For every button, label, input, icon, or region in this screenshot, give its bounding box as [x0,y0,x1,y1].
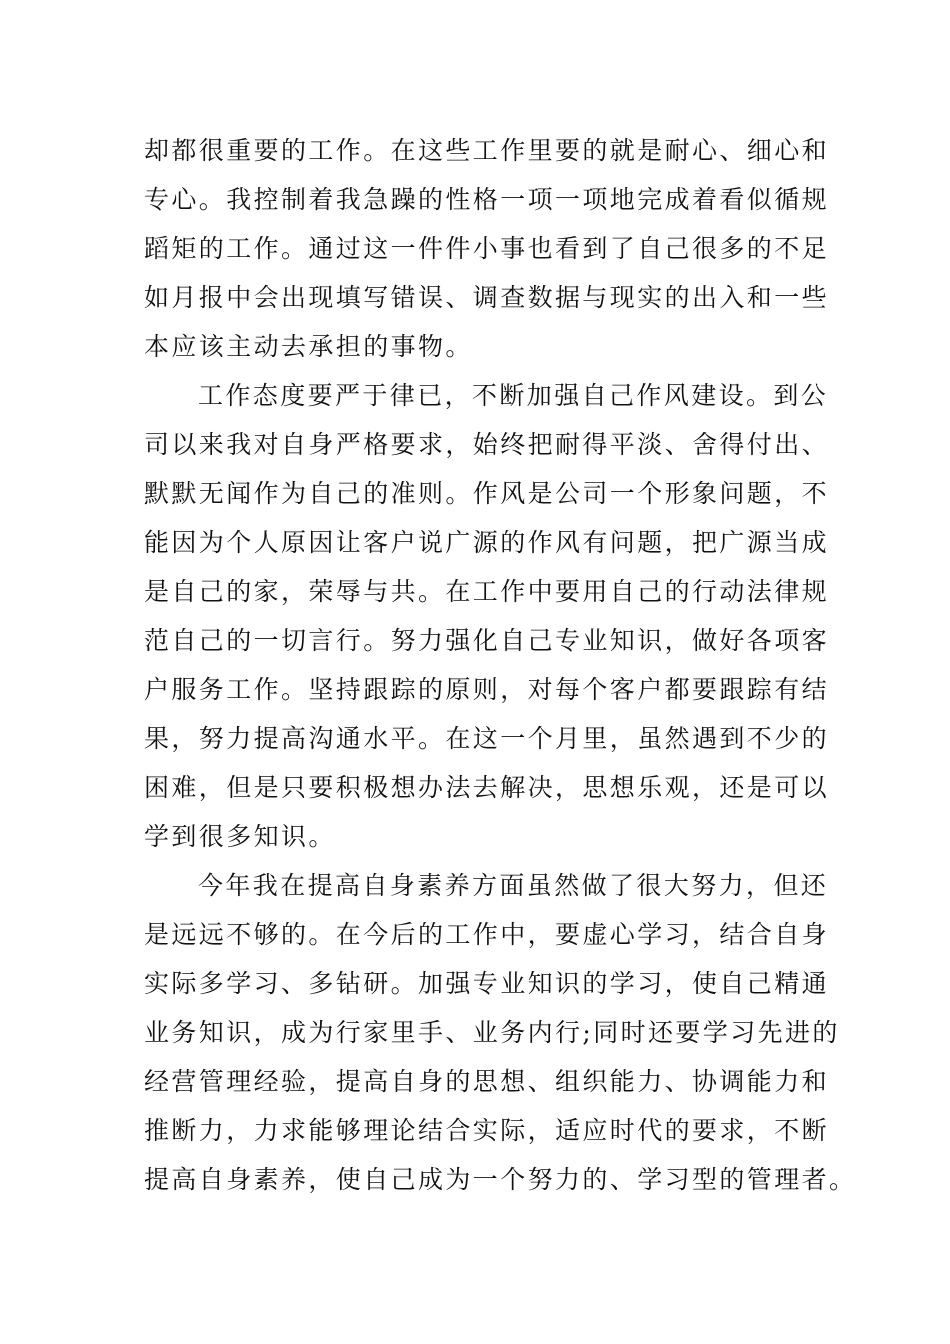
paragraph-line: 蹈矩的工作。通过这一件件小事也看到了自己很多的不足 [144,234,830,263]
paragraph-line: 如月报中会出现填写错误、调查数据与现实的出入和一些 [144,283,830,312]
paragraph-line: 实际多学习、多钻研。加强专业知识的学习，使自己精通 [144,969,830,998]
paragraph-line: 司以来我对自身严格要求，始终把耐得平淡、舍得付出、 [144,430,830,459]
paragraph-line: 户服务工作。坚持跟踪的原则，对每个客户都要跟踪有结 [144,675,830,704]
paragraph-line: 却都很重要的工作。在这些工作里要的就是耐心、细心和 [144,136,830,165]
paragraph-line: 工作态度要严于律已，不断加强自己作风建设。到公 [198,381,829,410]
paragraph-line: 专心。我控制着我急躁的性格一项一项地完成着看似循规 [144,185,830,214]
paragraph-3 [144,861,857,1204]
paragraph-line: 是自己的家，荣辱与共。在工作中要用自己的行动法律规 [144,577,830,606]
paragraph-line: 业务知识，成为行家里手、业务内行;同时还要学习先进的 [144,1018,840,1047]
paragraph-line: 默默无闻作为自己的准则。作风是公司一个形象问题，不 [144,479,830,508]
paragraph-line: 果，努力提高沟通水平。在这一个月里，虽然遇到不少的 [144,724,830,753]
paragraph-line: 是远远不够的。在今后的工作中，要虚心学习，结合自身 [144,920,830,949]
paragraph-line: 今年我在提高自身素养方面虽然做了很大努力，但还 [198,871,829,900]
paragraph-line: 本应该主动去承担的事物。 [144,332,473,361]
paragraph-line: 学到很多知识。 [144,822,336,851]
paragraph-line: 困难，但是只要积极想办法去解决，思想乐观，还是可以 [144,773,830,802]
paragraph-2 [144,371,830,861]
paragraph-1 [144,126,830,371]
paragraph-line: 推断力，力求能够理论结合实际，适应时代的要求，不断 [144,1116,830,1145]
document-body [144,126,857,1204]
paragraph-line: 经营管理经验，提高自身的思想、组织能力、协调能力和 [144,1067,830,1096]
paragraph-line: 提高自身素养，使自己成为一个努力的、学习型的管理者。 [144,1165,857,1194]
paragraph-line: 能因为个人原因让客户说广源的作风有问题，把广源当成 [144,528,830,557]
paragraph-line: 范自己的一切言行。努力强化自己专业知识，做好各项客 [144,626,830,655]
